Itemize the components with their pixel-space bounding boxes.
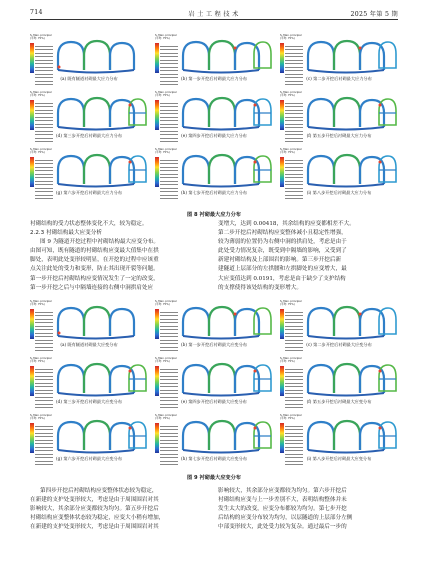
new-tunnel-lining — [129, 365, 146, 391]
lining-arch — [308, 99, 334, 127]
panel-caption: (e) 第四步开挖后衬砌最大应力分布 — [181, 133, 247, 138]
legend-title-line: S, Max. principal — [155, 91, 177, 94]
peak-value-marker — [129, 161, 132, 164]
figure-panel — [30, 416, 148, 463]
legend-title-line: (平均: 75%) — [30, 150, 45, 154]
lining-invert — [308, 184, 384, 187]
lining-arch — [84, 41, 110, 70]
lining-arch — [58, 99, 84, 127]
panel-caption: (f) 第五步开挖后衬砌最大应力分布 — [306, 133, 372, 138]
peak-value-marker — [58, 66, 61, 69]
legend-title-line: S, Max. principal — [155, 34, 177, 37]
lining-arch — [308, 422, 334, 450]
legend-title-line: S, Max. principal — [30, 357, 52, 360]
lining-arch — [209, 98, 235, 127]
legend-title-line: (平均: 75%) — [155, 302, 170, 306]
lining-arch — [58, 156, 84, 184]
lining-arch — [84, 421, 110, 450]
lining-arch — [308, 365, 334, 393]
section-heading: 2.2.3 衬砌结构最大应变分析 — [30, 230, 102, 237]
paragraph-line: 在新建的支护处变形较大，考虑是由于周围围岩对其 — [30, 497, 159, 504]
text-column-right-upper — [218, 220, 398, 293]
panel-caption: (a) 既有隧道衬砌最大应变分布 — [60, 342, 118, 347]
paragraph-line: 第四步开挖后衬砌结构应变整体状态较为稳定， — [40, 488, 158, 494]
legend-title-line: S, Max. principal — [30, 148, 52, 151]
peak-value-marker — [254, 427, 257, 430]
new-tunnel-lining — [254, 99, 271, 125]
panel-caption: (g) 第六步开挖后衬砌最大应力分布 — [56, 190, 122, 195]
lining-arch — [209, 421, 235, 450]
legend-title-line: S, Max. principal — [280, 34, 302, 37]
figure-panel — [280, 93, 398, 140]
figure-panel — [280, 36, 398, 83]
tunnel-lining-contour — [30, 416, 148, 456]
legend-title-line: S, Max. principal — [155, 300, 177, 303]
tunnel-lining-contour — [280, 36, 398, 76]
tunnel-lining-contour — [155, 93, 273, 133]
tunnel-lining-contour — [30, 93, 148, 133]
lining-arch — [308, 308, 334, 336]
legend-title-line: (平均: 75%) — [30, 359, 45, 363]
panel-caption: (a) 既有隧道衬砌最大应力分布 — [60, 76, 118, 81]
text-column-left-lower — [30, 487, 210, 532]
legend-title-line: (平均: 75%) — [30, 36, 45, 40]
lining-arch — [209, 364, 235, 393]
figure-panel — [155, 93, 273, 140]
lining-invert — [183, 336, 259, 339]
paragraph-line: 变增大，达到 0.00418，其余结构的应变都相差不大。 — [218, 221, 355, 227]
tunnel-lining-contour — [155, 359, 273, 399]
panel-caption: (g) 第六步开挖后衬砌最大应变分布 — [56, 456, 122, 461]
legend-title-line: S, Max. principal — [155, 148, 177, 151]
peak-value-marker — [129, 104, 132, 107]
figure-panel — [280, 416, 398, 463]
tunnel-lining-contour — [155, 302, 273, 342]
lining-arch — [183, 308, 209, 336]
peak-value-marker — [129, 370, 132, 373]
lining-arch — [58, 365, 84, 393]
paragraph-line: 大应变值达到 0.0191，考虑是由于缺少了支护结构 — [218, 275, 346, 282]
lining-arch — [183, 42, 209, 70]
paragraph-line: 后结构的应变分布较为均匀，以层隧道的上层部分左侧 — [218, 515, 353, 522]
tunnel-lining-contour — [280, 150, 398, 190]
lining-arch — [334, 41, 360, 70]
tunnel-lining-contour — [280, 93, 398, 133]
peak-value-marker — [359, 47, 362, 50]
paragraph-line: 脚处，表明此处变形较明显，在开挖的过程中应该重 — [30, 257, 159, 264]
figure-panel — [155, 302, 273, 349]
lining-arch — [183, 422, 209, 450]
lining-arch — [334, 421, 360, 450]
lining-arch — [183, 365, 209, 393]
new-tunnel-lining — [254, 308, 271, 334]
paragraph-line: 发生太大的改变，应变分布都较为均匀。第七步开挖 — [218, 506, 347, 513]
text-column-right-lower — [218, 487, 398, 532]
lining-arch — [334, 155, 360, 184]
figure-panel — [155, 416, 273, 463]
figure-panel — [155, 150, 273, 197]
lining-arch — [334, 98, 360, 127]
paragraph-line: 较为薄弱的位置仍为右侧中洞的拱肩处，考虑是由于 — [218, 239, 347, 246]
new-tunnel-lining — [379, 42, 396, 68]
new-tunnel-lining — [254, 365, 271, 391]
legend-title-line: S, Max. principal — [30, 414, 52, 417]
lining-arch — [84, 98, 110, 127]
legend-title-line: (平均: 75%) — [155, 150, 170, 154]
tunnel-lining-contour — [280, 302, 398, 342]
legend-title-line: (平均: 75%) — [280, 416, 295, 420]
lining-arch — [183, 99, 209, 127]
legend-title-line: (平均: 75%) — [280, 36, 295, 40]
legend-title-line: (平均: 75%) — [155, 36, 170, 40]
paragraph-line: 衬砌结构的受力状态整体变化不大，较为稳定。 — [30, 221, 148, 227]
legend-title-line: S, Max. principal — [280, 414, 302, 417]
lining-arch — [84, 364, 110, 393]
lining-invert — [58, 184, 134, 187]
paragraph-line: 第一步开挖之后与中隔墙连接的右侧中洞拱肩处应 — [30, 284, 154, 291]
lining-arch — [84, 307, 110, 336]
panel-caption: (h) 第七步开挖后衬砌最大应变分布 — [181, 456, 247, 461]
legend-title-line: (平均: 75%) — [30, 93, 45, 97]
lining-invert — [308, 127, 384, 130]
legend-title-line: S, Max. principal — [280, 357, 302, 360]
legend-title-line: (平均: 75%) — [280, 302, 295, 306]
new-tunnel-lining — [379, 308, 396, 334]
new-tunnel-lining — [379, 422, 396, 448]
lining-arch — [58, 308, 84, 336]
tunnel-lining-contour — [155, 150, 273, 190]
peak-value-marker — [254, 370, 257, 373]
panel-caption: (h) 第七步开挖后衬砌最大应力分布 — [181, 190, 247, 195]
peak-value-marker — [379, 161, 382, 164]
figure-panel — [30, 93, 148, 140]
lining-invert — [58, 450, 134, 453]
lining-invert — [308, 450, 384, 453]
legend-title-line: S, Max. principal — [155, 414, 177, 417]
figure-panel — [280, 302, 398, 349]
new-tunnel-lining — [129, 156, 146, 182]
lining-invert — [308, 393, 384, 396]
lining-invert — [183, 393, 259, 396]
panel-caption: (i) 第八步开挖后衬砌最大应力分布 — [306, 190, 372, 195]
legend-title-line: (平均: 75%) — [30, 416, 45, 420]
lining-arch — [110, 309, 134, 336]
new-tunnel-lining — [379, 365, 396, 391]
journal-title: 岩 土 工 程 技 术 — [188, 11, 239, 18]
lining-arch — [209, 41, 235, 70]
figure-9-title: 图 9 衬砌最大应变分布 — [187, 475, 241, 481]
paragraph-line: 新建衬砌结构及上部围岩的影响。第三步开挖后新 — [218, 257, 342, 264]
panel-caption: (e) 第四步开挖后衬砌最大应变分布 — [181, 399, 247, 404]
panel-caption: (d) 第三步开挖后衬砌最大应力分布 — [56, 133, 122, 138]
tunnel-lining-contour — [30, 359, 148, 399]
legend-title-line: S, Max. principal — [280, 300, 302, 303]
lining-invert — [58, 127, 134, 130]
legend-title-line: S, Max. principal — [30, 34, 52, 37]
peak-value-marker — [129, 427, 132, 430]
text-column-left-upper — [30, 220, 210, 293]
new-tunnel-lining — [379, 156, 396, 182]
panel-caption: (f) 第五步开挖后衬砌最大应变分布 — [306, 399, 372, 404]
figure-8-title: 图 8 衬砌最大应力分布 — [187, 212, 241, 218]
paragraph-line: 图 9 为隧道开挖过程中衬砌结构最大应变分布。 — [40, 239, 159, 246]
figure-8 — [30, 36, 398, 206]
legend-title-line: S, Max. principal — [30, 300, 52, 303]
figure-panel — [30, 302, 148, 349]
tunnel-lining-contour — [280, 416, 398, 456]
journal-issue: 2025 年第 5 期 — [350, 11, 398, 18]
paragraph-line: 点关注此处的受力和变形，防止其出现开裂等问题。 — [30, 266, 159, 273]
paragraph-line: 的支撑使得该处结构的变形增大。 — [218, 284, 302, 291]
peak-value-marker — [254, 104, 257, 107]
paragraph-line: 影响较大，其余部分应变都较为均匀。第五步开挖后 — [30, 506, 159, 513]
tunnel-lining-contour — [155, 36, 273, 76]
paragraph-line: 第二步开挖后衬砌结构应变整体减小且稳定性增强， — [218, 230, 347, 237]
figure-panel — [280, 359, 398, 406]
lining-invert — [183, 450, 259, 453]
lining-invert — [183, 70, 259, 73]
panel-caption: (i) 第八步开挖后衬砌最大应变分布 — [306, 456, 372, 461]
new-tunnel-lining — [254, 422, 271, 448]
peak-value-marker — [58, 332, 61, 335]
figure-9 — [30, 302, 398, 472]
lining-arch — [209, 307, 235, 336]
peak-value-marker — [379, 104, 382, 107]
panel-caption: (b) 第一步开挖后衬砌最大应力分布 — [181, 76, 247, 81]
header-rule — [30, 19, 398, 20]
figure-panel — [155, 359, 273, 406]
legend-title-line: S, Max. principal — [30, 91, 52, 94]
panel-caption: (b) 第一步开挖后衬砌最大应变分布 — [181, 342, 247, 347]
legend-title-line: (平均: 75%) — [155, 416, 170, 420]
lining-arch — [84, 155, 110, 184]
new-tunnel-lining — [129, 422, 146, 448]
legend-title-line: (平均: 75%) — [30, 302, 45, 306]
lining-arch — [308, 156, 334, 184]
figure-panel — [280, 150, 398, 197]
panel-caption: (d) 第三步开挖后衬砌最大应变分布 — [56, 399, 122, 404]
lining-arch — [58, 422, 84, 450]
lining-invert — [308, 336, 384, 339]
figure-panel — [30, 150, 148, 197]
paragraph-line: 衬砌结构应变整体状态较为稳定，应变大小稍有增加， — [30, 515, 165, 522]
new-tunnel-lining — [254, 42, 271, 68]
lining-invert — [58, 393, 134, 396]
lining-invert — [183, 184, 259, 187]
panel-caption: (c) 第二步开挖后衬砌最大应变分布 — [306, 342, 372, 347]
lining-arch — [334, 364, 360, 393]
peak-value-marker — [254, 161, 257, 164]
lining-arch — [334, 307, 360, 336]
lining-arch — [183, 156, 209, 184]
paragraph-line: 此处受力情况复杂，既受到中隔墙的影响，又受到了 — [218, 248, 347, 255]
lining-arch — [58, 42, 84, 70]
lining-arch — [308, 42, 334, 70]
lining-arch — [209, 155, 235, 184]
figure-panel — [30, 36, 148, 83]
figure-panel — [30, 359, 148, 406]
peak-value-marker — [234, 47, 237, 50]
legend-title-line: (平均: 75%) — [280, 93, 295, 97]
lining-invert — [183, 127, 259, 130]
new-tunnel-lining — [129, 99, 146, 125]
legend-title-line: S, Max. principal — [280, 91, 302, 94]
legend-title-line: (平均: 75%) — [155, 359, 170, 363]
peak-value-marker — [359, 313, 362, 316]
paragraph-line: 第一步开挖后衬砌结构应变情况发生了一定的改变， — [30, 275, 159, 282]
new-tunnel-lining — [379, 99, 396, 125]
lining-invert — [58, 70, 134, 73]
figure-panel — [155, 36, 273, 83]
lining-invert — [58, 336, 134, 339]
tunnel-lining-contour — [155, 416, 273, 456]
tunnel-lining-contour — [30, 36, 148, 76]
legend-title-line: (平均: 75%) — [280, 359, 295, 363]
peak-value-marker — [379, 370, 382, 373]
paragraph-line: 在新建的支护处变形较大，考虑是由于周围围岩对其 — [30, 524, 159, 531]
peak-value-marker — [379, 427, 382, 430]
legend-title-line: S, Max. principal — [155, 357, 177, 360]
peak-value-marker — [234, 313, 237, 316]
lining-arch — [110, 43, 134, 70]
paragraph-line: 建隧道上层部分的左拱腰和左拱脚处的应变增大，最 — [218, 266, 347, 273]
page-number: 714 — [30, 9, 43, 16]
paragraph-line: 影响较大，其余部分应变都较为均匀。第六步开挖后 — [218, 488, 347, 494]
tunnel-lining-contour — [30, 302, 148, 342]
legend-title-line: S, Max. principal — [280, 148, 302, 151]
legend-title-line: (平均: 75%) — [155, 93, 170, 97]
panel-caption: (c) 第二步开挖后衬砌最大应力分布 — [306, 76, 372, 81]
legend-title-line: (平均: 75%) — [280, 150, 295, 154]
tunnel-lining-contour — [30, 150, 148, 190]
paragraph-line: 衬砌结构应变与上一步差别不大，表明结构整体并未 — [218, 497, 347, 504]
lining-invert — [308, 70, 384, 73]
new-tunnel-lining — [254, 156, 271, 182]
paragraph-line: 中部变形较大，此处受力较为复杂。通过最后一步的 — [218, 524, 347, 531]
paragraph-line: 由图可知，既有隧道的衬砌结构应变最大值集中在拱 — [30, 248, 159, 255]
tunnel-lining-contour — [280, 359, 398, 399]
